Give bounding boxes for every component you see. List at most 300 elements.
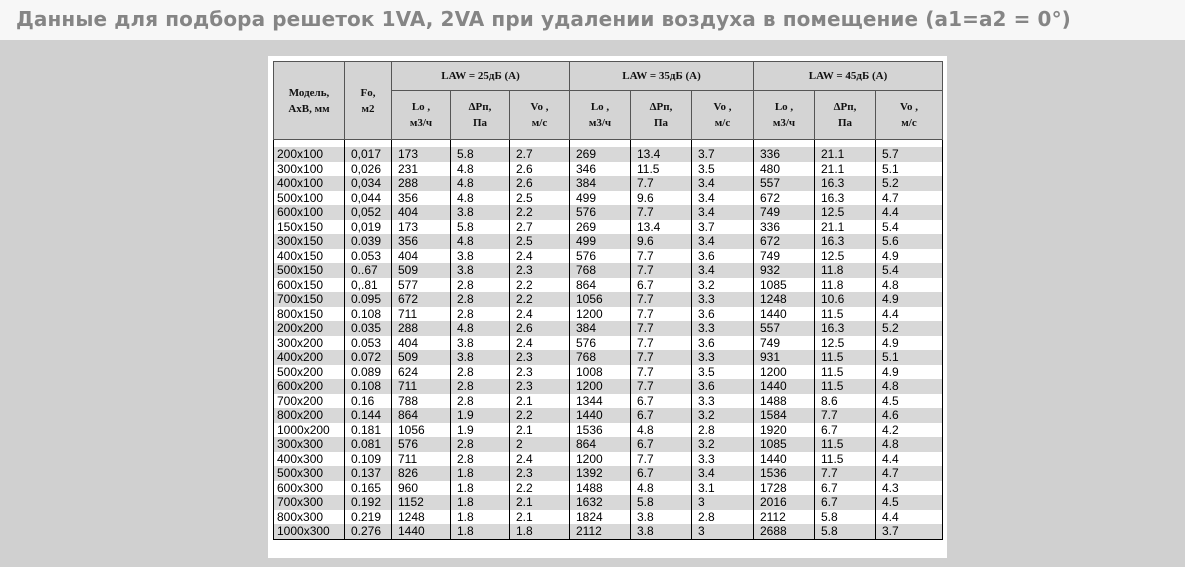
table-cell: 288 — [392, 176, 451, 191]
table-cell: 577 — [392, 278, 451, 293]
table-cell: 672 — [754, 234, 815, 249]
header-spacer — [274, 140, 943, 148]
header-lo: Lo , м3/ч — [754, 91, 815, 140]
table-cell: 2.6 — [510, 176, 570, 191]
table-cell: 0,019 — [345, 220, 392, 235]
table-row — [274, 191, 943, 206]
table-cell: 2.8 — [451, 292, 510, 307]
table-cell: 2688 — [754, 524, 815, 539]
table-cell: 2.2 — [510, 205, 570, 220]
table-row — [274, 336, 943, 351]
table-cell: 0.089 — [345, 365, 392, 380]
table-cell: 768 — [570, 263, 631, 278]
table-cell: 3.7 — [692, 147, 754, 162]
table-cell: 576 — [570, 205, 631, 220]
table-cell: 0.072 — [345, 350, 392, 365]
table-cell: 1200 — [754, 365, 815, 380]
table-cell: 500x100 — [274, 191, 345, 206]
table-cell: 300x150 — [274, 234, 345, 249]
table-cell: 749 — [754, 205, 815, 220]
table-cell: 6.7 — [815, 495, 876, 510]
table-cell: 0.144 — [345, 408, 392, 423]
table-cell: 6.7 — [815, 423, 876, 438]
table-cell: 3.4 — [692, 234, 754, 249]
table-cell: 2.1 — [510, 510, 570, 525]
table-cell: 3.1 — [692, 481, 754, 496]
table-cell: 5.2 — [876, 176, 943, 191]
table-cell: 2.4 — [510, 336, 570, 351]
table-cell: 960 — [392, 481, 451, 496]
table-cell: 3.3 — [692, 350, 754, 365]
table-cell: 3.2 — [692, 437, 754, 452]
table-cell: 0.181 — [345, 423, 392, 438]
table-cell: 4.9 — [876, 336, 943, 351]
table-cell: 2.1 — [510, 394, 570, 409]
table-cell: 711 — [392, 452, 451, 467]
table-cell: 3.8 — [451, 263, 510, 278]
table-cell: 11.5 — [815, 307, 876, 322]
table-cell: 3.4 — [692, 176, 754, 191]
table-cell: 576 — [392, 437, 451, 452]
table-cell: 576 — [570, 249, 631, 264]
table-cell: 500x300 — [274, 466, 345, 481]
table-cell: 1.8 — [451, 524, 510, 539]
header-lo: Lo , м3/ч — [392, 91, 451, 140]
table-cell: 11.5 — [815, 437, 876, 452]
header-law-45: LAW = 45дБ (А) — [754, 62, 943, 91]
table-cell: 711 — [392, 307, 451, 322]
table-cell: 7.7 — [631, 379, 692, 394]
table-cell: 1488 — [754, 394, 815, 409]
table-cell: 4.7 — [876, 466, 943, 481]
table-cell: 11.8 — [815, 278, 876, 293]
table-cell: 2016 — [754, 495, 815, 510]
table-cell: 21.1 — [815, 162, 876, 177]
table-cell: 400x100 — [274, 176, 345, 191]
table-cell: 5.8 — [451, 147, 510, 162]
table-cell: 3.6 — [692, 307, 754, 322]
table-cell: 6.7 — [815, 481, 876, 496]
table-cell: 3.8 — [451, 205, 510, 220]
table-cell: 300x200 — [274, 336, 345, 351]
header-vo: Vo , м/с — [876, 91, 943, 140]
table-row — [274, 495, 943, 510]
table-sheet — [268, 56, 947, 558]
header-fo: Fo, м2 — [345, 62, 392, 140]
table-cell: 16.3 — [815, 321, 876, 336]
table-cell: 7.7 — [631, 205, 692, 220]
table-cell: 3.6 — [692, 379, 754, 394]
table-cell: 800x200 — [274, 408, 345, 423]
table-cell: 7.7 — [815, 408, 876, 423]
table-cell: 4.9 — [876, 365, 943, 380]
table-cell: 1152 — [392, 495, 451, 510]
table-row — [274, 379, 943, 394]
table-cell: 13.4 — [631, 147, 692, 162]
table-cell: 932 — [754, 263, 815, 278]
table-cell: 7.7 — [631, 336, 692, 351]
header-dp: ΔPп, Па — [631, 91, 692, 140]
table-cell: 400x150 — [274, 249, 345, 264]
table-cell: 5.8 — [815, 510, 876, 525]
table-cell: 500x200 — [274, 365, 345, 380]
table-cell: 0.16 — [345, 394, 392, 409]
header-law-35: LAW = 35дБ (А) — [570, 62, 754, 91]
table-cell: 11.5 — [815, 365, 876, 380]
table-cell: 231 — [392, 162, 451, 177]
table-cell: 788 — [392, 394, 451, 409]
table-row — [274, 249, 943, 264]
table-cell: 2.8 — [451, 437, 510, 452]
table-cell: 3.3 — [692, 321, 754, 336]
table-cell: 11.8 — [815, 263, 876, 278]
table-cell: 1584 — [754, 408, 815, 423]
table-cell: 11.5 — [815, 452, 876, 467]
table-cell: 624 — [392, 365, 451, 380]
table-cell: 1392 — [570, 466, 631, 481]
table-cell: 11.5 — [631, 162, 692, 177]
table-cell: 4.4 — [876, 452, 943, 467]
table-cell: 3.4 — [692, 466, 754, 481]
table-cell: 480 — [754, 162, 815, 177]
grille-selection-table — [273, 61, 943, 540]
table-row — [274, 292, 943, 307]
table-cell: 0.039 — [345, 234, 392, 249]
table-cell: 356 — [392, 234, 451, 249]
table-cell: 3.2 — [692, 408, 754, 423]
table-cell: 749 — [754, 336, 815, 351]
table-cell: 200x100 — [274, 147, 345, 162]
table-cell: 0.192 — [345, 495, 392, 510]
table-cell: 2.3 — [510, 263, 570, 278]
table-cell: 7.7 — [631, 263, 692, 278]
table-cell: 3.4 — [692, 191, 754, 206]
table-cell: 4.5 — [876, 394, 943, 409]
table-cell: 336 — [754, 147, 815, 162]
header-vo: Vo , м/с — [692, 91, 754, 140]
table-cell: 2.7 — [510, 220, 570, 235]
table-cell: 1200 — [570, 307, 631, 322]
table-cell: 5.4 — [876, 220, 943, 235]
table-cell: 2.6 — [510, 162, 570, 177]
table-cell: 0.035 — [345, 321, 392, 336]
table-cell: 1440 — [754, 379, 815, 394]
table-row — [274, 176, 943, 191]
table-cell: 2.8 — [451, 452, 510, 467]
table-cell: 800x150 — [274, 307, 345, 322]
table-cell: 1000x200 — [274, 423, 345, 438]
table-cell: 9.6 — [631, 191, 692, 206]
table-cell: 3.7 — [692, 220, 754, 235]
table-cell: 1.9 — [451, 408, 510, 423]
table-cell: 2.5 — [510, 234, 570, 249]
table-cell: 7.7 — [815, 466, 876, 481]
table-cell: 4.2 — [876, 423, 943, 438]
table-row — [274, 162, 943, 177]
table-cell: 800x300 — [274, 510, 345, 525]
table-cell: 4.8 — [451, 176, 510, 191]
table-row — [274, 147, 943, 162]
table-cell: 1008 — [570, 365, 631, 380]
table-cell: 826 — [392, 466, 451, 481]
table-cell: 4.8 — [451, 234, 510, 249]
table-cell: 1536 — [570, 423, 631, 438]
table-row — [274, 234, 943, 249]
table-cell: 9.6 — [631, 234, 692, 249]
table-cell: 864 — [392, 408, 451, 423]
header-dp: ΔPп, Па — [815, 91, 876, 140]
table-cell: 11.5 — [815, 379, 876, 394]
table-cell: 749 — [754, 249, 815, 264]
table-cell: 0.108 — [345, 307, 392, 322]
table-cell: 3.8 — [631, 510, 692, 525]
table-cell: 4.6 — [876, 408, 943, 423]
table-cell: 1248 — [392, 510, 451, 525]
table-cell: 1.8 — [451, 510, 510, 525]
table-cell: 3.8 — [451, 336, 510, 351]
table-cell: 4.8 — [451, 162, 510, 177]
table-row — [274, 466, 943, 481]
table-cell: 0.109 — [345, 452, 392, 467]
table-cell: 404 — [392, 249, 451, 264]
table-cell: 2.2 — [510, 481, 570, 496]
table-cell: 288 — [392, 321, 451, 336]
table-cell: 2.8 — [692, 423, 754, 438]
table-cell: 0.053 — [345, 249, 392, 264]
table-cell: 576 — [570, 336, 631, 351]
table-cell: 1536 — [754, 466, 815, 481]
table-cell: 1200 — [570, 379, 631, 394]
table-cell: 4.4 — [876, 205, 943, 220]
table-cell: 3.4 — [692, 263, 754, 278]
table-cell: 700x200 — [274, 394, 345, 409]
table-cell: 5.6 — [876, 234, 943, 249]
table-cell: 2.5 — [510, 191, 570, 206]
table-cell: 557 — [754, 176, 815, 191]
table-cell: 3.4 — [692, 205, 754, 220]
table-cell: 5.8 — [451, 220, 510, 235]
table-cell: 173 — [392, 147, 451, 162]
table-cell: 269 — [570, 147, 631, 162]
table-cell: 2.2 — [510, 292, 570, 307]
table-cell: 7.7 — [631, 452, 692, 467]
table-cell: 173 — [392, 220, 451, 235]
table-cell: 1728 — [754, 481, 815, 496]
table-cell: 2.8 — [451, 394, 510, 409]
table-cell: 16.3 — [815, 234, 876, 249]
table-cell: 5.1 — [876, 162, 943, 177]
table-cell: 5.4 — [876, 263, 943, 278]
table-row — [274, 408, 943, 423]
table-cell: 499 — [570, 234, 631, 249]
table-cell: 4.8 — [876, 278, 943, 293]
table-row — [274, 394, 943, 409]
table-cell: 672 — [392, 292, 451, 307]
table-cell: 300x100 — [274, 162, 345, 177]
table-cell: 0.276 — [345, 524, 392, 539]
table-cell: 2.8 — [451, 379, 510, 394]
table-cell: 356 — [392, 191, 451, 206]
table-cell: 4.8 — [631, 481, 692, 496]
table-row — [274, 481, 943, 496]
table-cell: 3.5 — [692, 162, 754, 177]
table-cell: 0,.81 — [345, 278, 392, 293]
table-cell: 4.8 — [631, 423, 692, 438]
table-row — [274, 365, 943, 380]
table-cell: 4.8 — [451, 191, 510, 206]
table-cell: 509 — [392, 350, 451, 365]
table-cell: 3 — [692, 524, 754, 539]
table-cell: 12.5 — [815, 336, 876, 351]
table-cell: 1085 — [754, 437, 815, 452]
table-cell: 16.3 — [815, 176, 876, 191]
table-cell: 1920 — [754, 423, 815, 438]
table-cell: 2.4 — [510, 452, 570, 467]
table-cell: 0,052 — [345, 205, 392, 220]
table-cell: 269 — [570, 220, 631, 235]
table-cell: 2.3 — [510, 466, 570, 481]
table-cell: 2.8 — [451, 365, 510, 380]
table-cell: 2.4 — [510, 249, 570, 264]
table-cell: 1824 — [570, 510, 631, 525]
header-dp: ΔPп, Па — [451, 91, 510, 140]
table-row — [274, 220, 943, 235]
table-cell: 700x150 — [274, 292, 345, 307]
table-cell: 1200 — [570, 452, 631, 467]
table-cell: 1440 — [754, 307, 815, 322]
table-cell: 3.7 — [876, 524, 943, 539]
table-cell: 600x300 — [274, 481, 345, 496]
table-cell: 21.1 — [815, 147, 876, 162]
table-cell: 4.7 — [876, 191, 943, 206]
table-cell: 200x200 — [274, 321, 345, 336]
table-cell: 150x150 — [274, 220, 345, 235]
table-cell: 384 — [570, 321, 631, 336]
table-cell: 3.8 — [631, 524, 692, 539]
table-cell: 4.3 — [876, 481, 943, 496]
table-cell: 6.7 — [631, 278, 692, 293]
table-cell: 5.8 — [815, 524, 876, 539]
table-cell: 1056 — [570, 292, 631, 307]
table-cell: 10.6 — [815, 292, 876, 307]
table-cell: 2.2 — [510, 408, 570, 423]
table-cell: 0.081 — [345, 437, 392, 452]
table-row — [274, 510, 943, 525]
table-cell: 2112 — [570, 524, 631, 539]
table-body — [274, 140, 943, 540]
header-vo: Vo , м/с — [510, 91, 570, 140]
table-cell: 1440 — [570, 408, 631, 423]
table-row — [274, 263, 943, 278]
table-cell: 4.5 — [876, 495, 943, 510]
header-model: Модель, AxB, мм — [274, 62, 345, 140]
table-cell: 3.6 — [692, 336, 754, 351]
table-row — [274, 524, 943, 539]
table-cell: 600x100 — [274, 205, 345, 220]
table-cell: 3.8 — [451, 249, 510, 264]
table-row — [274, 307, 943, 322]
table-cell: 0.108 — [345, 379, 392, 394]
table-cell: 1248 — [754, 292, 815, 307]
table-cell: 864 — [570, 437, 631, 452]
table-cell: 0,044 — [345, 191, 392, 206]
table-cell: 7.7 — [631, 307, 692, 322]
table-cell: 12.5 — [815, 249, 876, 264]
table-cell: 5.7 — [876, 147, 943, 162]
table-cell: 5.1 — [876, 350, 943, 365]
header-lo: Lo , м3/ч — [570, 91, 631, 140]
table-row — [274, 350, 943, 365]
table-cell: 2.1 — [510, 423, 570, 438]
table-cell: 2.8 — [692, 510, 754, 525]
table-cell: 0.053 — [345, 336, 392, 351]
table-cell: 1488 — [570, 481, 631, 496]
table-cell: 300x300 — [274, 437, 345, 452]
table-cell: 5.8 — [631, 495, 692, 510]
table-cell: 1632 — [570, 495, 631, 510]
table-cell: 3.3 — [692, 394, 754, 409]
table-cell: 864 — [570, 278, 631, 293]
table-cell: 6.7 — [631, 408, 692, 423]
table-cell: 0,017 — [345, 147, 392, 162]
table-cell: 2.1 — [510, 495, 570, 510]
table-cell: 7.7 — [631, 249, 692, 264]
table-cell: 557 — [754, 321, 815, 336]
table-cell: 3.8 — [451, 350, 510, 365]
table-cell: 1056 — [392, 423, 451, 438]
table-cell: 0,034 — [345, 176, 392, 191]
table-cell: 7.7 — [631, 321, 692, 336]
table-cell: 7.7 — [631, 350, 692, 365]
header-law-25: LAW = 25дБ (А) — [392, 62, 570, 91]
table-cell: 6.7 — [631, 394, 692, 409]
table-row — [274, 321, 943, 336]
table-cell: 3.3 — [692, 452, 754, 467]
table-cell: 1.8 — [451, 481, 510, 496]
table-cell: 1440 — [392, 524, 451, 539]
table-cell: 4.9 — [876, 292, 943, 307]
table-cell: 931 — [754, 350, 815, 365]
table-row — [274, 205, 943, 220]
table-cell: 0.137 — [345, 466, 392, 481]
table-cell: 1000x300 — [274, 524, 345, 539]
table-cell: 4.4 — [876, 510, 943, 525]
table-cell: 1.8 — [451, 466, 510, 481]
table-cell: 3.5 — [692, 365, 754, 380]
table-cell: 3.3 — [692, 292, 754, 307]
table-cell: 16.3 — [815, 191, 876, 206]
table-cell: 1085 — [754, 278, 815, 293]
table-cell: 2.2 — [510, 278, 570, 293]
table-cell: 4.9 — [876, 249, 943, 264]
header-row-groups — [274, 62, 943, 91]
table-cell: 1.8 — [510, 524, 570, 539]
table-cell: 3.2 — [692, 278, 754, 293]
table-cell: 4.8 — [451, 321, 510, 336]
table-cell: 600x150 — [274, 278, 345, 293]
table-cell: 2.4 — [510, 307, 570, 322]
table-cell: 3 — [692, 495, 754, 510]
table-cell: 2.7 — [510, 147, 570, 162]
table-cell: 11.5 — [815, 350, 876, 365]
table-cell: 0.219 — [345, 510, 392, 525]
table-row — [274, 278, 943, 293]
table-cell: 2.3 — [510, 365, 570, 380]
table-cell: 0.165 — [345, 481, 392, 496]
table-cell: 6.7 — [631, 466, 692, 481]
page-title: Данные для подбора решеток 1VA, 2VA при удалении воздуха в помещение (a1=a2 = 0°) — [16, 7, 1071, 31]
table-cell: 400x200 — [274, 350, 345, 365]
